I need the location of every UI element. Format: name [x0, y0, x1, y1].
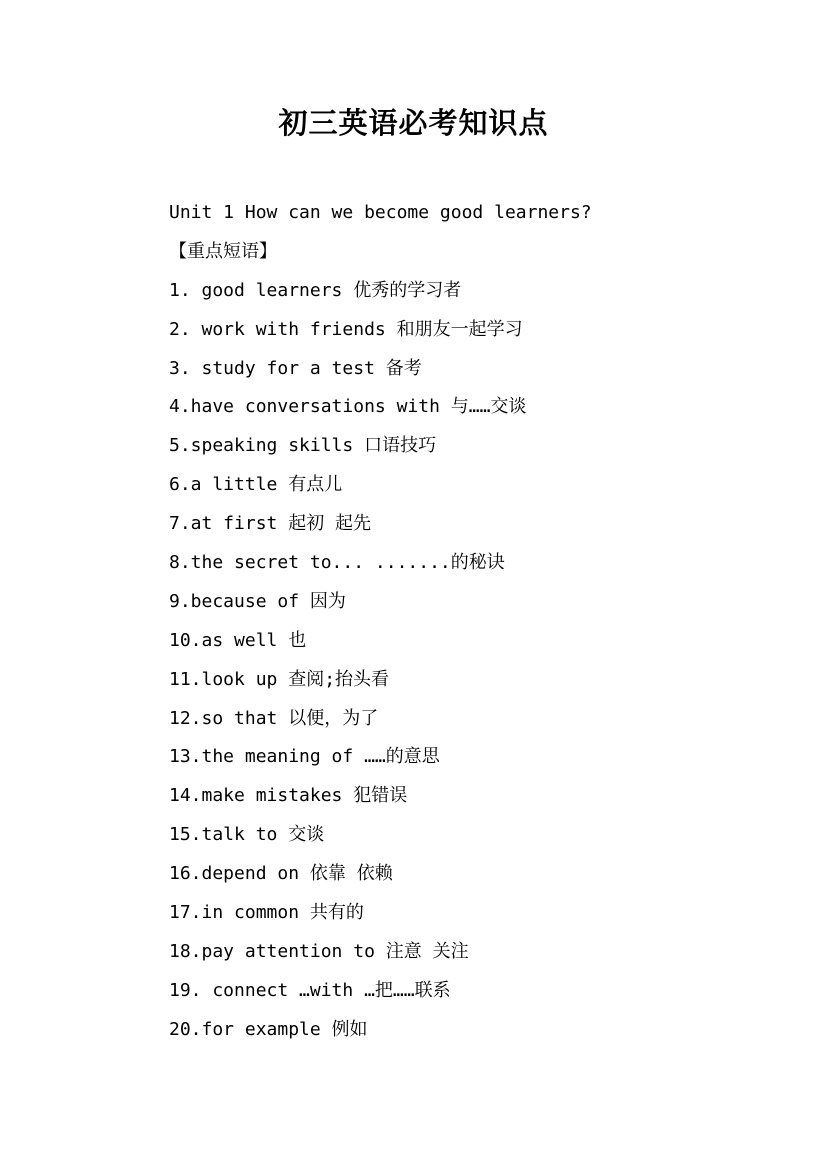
- phrase-item: 12.so that 以便，为了: [169, 707, 379, 729]
- section-heading: 【重点短语】: [169, 240, 277, 262]
- phrase-item: 1. good learners 优秀的学习者: [169, 279, 462, 301]
- phrase-item: 17.in common 共有的: [169, 902, 364, 924]
- page-title: 初三英语必考知识点: [278, 106, 549, 140]
- document-body: [169, 194, 789, 1050]
- phrase-item: 16.depend on 依靠 依赖: [169, 863, 393, 885]
- unit-heading: Unit 1 How can we become good learners?: [169, 202, 592, 223]
- phrase-item: 9.because of 因为: [169, 590, 346, 612]
- phrase-item: 11.look up 查阅;抬头看: [169, 668, 390, 690]
- phrase-item: 15.talk to 交谈: [169, 824, 325, 846]
- phrase-item: 7.at first 起初 起先: [169, 513, 372, 535]
- phrase-item: 8.the secret to... .......的秘诀: [169, 552, 505, 574]
- phrase-item: 19. connect …with …把……联系: [169, 979, 451, 1001]
- phrase-item: 18.pay attention to 注意 关注: [169, 940, 469, 962]
- phrase-item: 4.have conversations with 与……交谈: [169, 396, 527, 418]
- phrase-item: 5.speaking skills 口语技巧: [169, 435, 437, 457]
- phrase-item: 13.the meaning of ……的意思: [169, 746, 440, 768]
- phrase-item: 6.a little 有点儿: [169, 474, 343, 496]
- phrase-item: 2. work with friends 和朋友一起学习: [169, 318, 523, 340]
- phrase-item: 14.make mistakes 犯错误: [169, 785, 408, 807]
- phrase-item: 20.for example 例如: [169, 1018, 368, 1040]
- phrase-item: 10.as well 也: [169, 629, 307, 651]
- phrase-item: 3. study for a test 备考: [169, 357, 422, 379]
